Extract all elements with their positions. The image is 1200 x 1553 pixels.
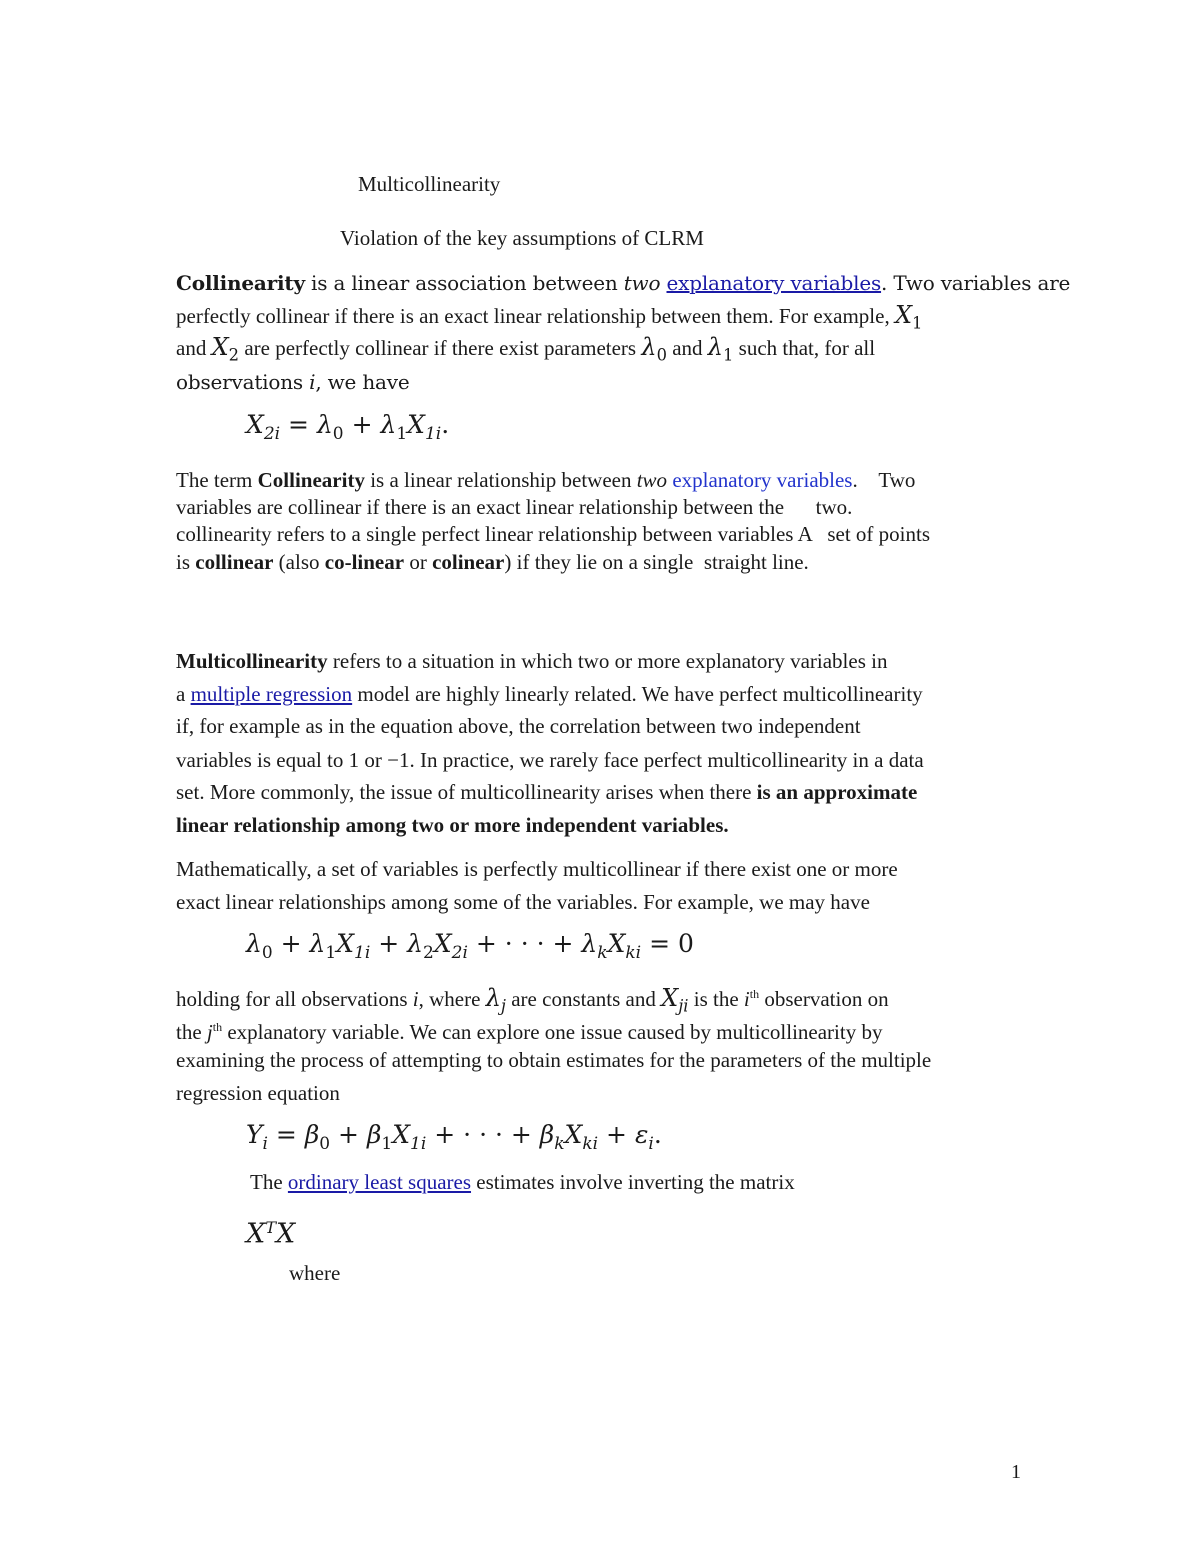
p2-line3: collinearity refers to a single perfect linear relationship between variables A set of points bbox=[176, 522, 930, 546]
p1-line2: perfectly collinear if there is an exact linear relationship between them. For example, $X_1$ bbox=[176, 301, 923, 333]
p1-line1: Collinearity is a linear association between two explanatory variables. Two variables are bbox=[176, 271, 1071, 295]
p3-line1: Multicollinearity refers to a situation in which two or more explanatory variables in bbox=[176, 649, 888, 673]
p3-line5: set. More commonly, the issue of multicollinearity arises when there is an approximate bbox=[176, 780, 918, 804]
p1-line4: observations i, we have bbox=[176, 370, 410, 394]
term-collinearity: Collinearity bbox=[176, 271, 305, 295]
p4-line1: Mathematically, a set of variables is perfectly multicollinear if there exist one or more bbox=[176, 857, 898, 881]
p4-line2: exact linear relationships among some of the variables. For example, we may have bbox=[176, 890, 870, 914]
text-explanatory-variables: explanatory variables bbox=[672, 468, 853, 492]
p6-line: The ordinary least squares estimates involve inverting the matrix bbox=[250, 1170, 795, 1194]
equation-xtx: $X^TX$ bbox=[246, 1218, 296, 1250]
math-x1: $X_1$ bbox=[894, 301, 923, 333]
math-x-ji: $X_{ji}$ bbox=[661, 984, 689, 1016]
link-explanatory-variables[interactable]: explanatory variables bbox=[666, 271, 882, 295]
document-title: Multicollinearity bbox=[358, 172, 501, 196]
link-ordinary-least-squares[interactable]: ordinary least squares bbox=[287, 1170, 472, 1194]
equation-multicollinear: $\lambda_0 + \lambda_1X_{1i} + \lambda_2X_{2i}$ + · · · + $\lambda_kX_{ki} = 0$ bbox=[246, 929, 694, 963]
math-lambda1: $\lambda_1$ bbox=[707, 333, 734, 365]
p1-line3: and $X_2$ are perfectly collinear if there exist parameters $\lambda_0$ and $\lambda_1$ such that, for all bbox=[176, 333, 876, 365]
document-subtitle: Violation of the key assumptions of CLRM bbox=[340, 226, 704, 250]
p3-line2: a multiple regression model are highly linearly related. We have perfect multicollinearity bbox=[176, 682, 923, 706]
term-multicollinearity: Multicollinearity bbox=[176, 649, 328, 673]
p5-line1: holding for all observations i, where $\lambda_j$ are constants and $X_{ji}$ is the $i^{th}$ observation on bbox=[176, 984, 889, 1016]
page-number: 1 bbox=[1011, 1461, 1021, 1483]
p2-line2: variables are collinear if there is an exact linear relationship between the two. bbox=[176, 495, 853, 519]
p2-line4: is collinear (also co-linear or colinear) if they lie on a single straight line. bbox=[176, 550, 809, 574]
math-lambda0: $\lambda_0$ bbox=[641, 333, 667, 365]
link-multiple-regression[interactable]: multiple regression bbox=[190, 682, 353, 706]
p5-line3: examining the process of attempting to obtain estimates for the parameters of the multiple bbox=[176, 1048, 932, 1072]
where-text: where bbox=[289, 1261, 341, 1285]
math-x2: $X_2$ bbox=[211, 333, 240, 365]
p3-line4: variables is equal to 1 or −1. In practice, we rarely face perfect multicollinearity in a data bbox=[176, 748, 924, 772]
math-lambda-j: $\lambda_j$ bbox=[485, 984, 506, 1016]
p5-line2: the $j^{th}$ explanatory variable. We can explore one issue caused by multicollinearity by bbox=[176, 1020, 883, 1044]
p5-line4: regression equation bbox=[176, 1081, 340, 1105]
p2-line1: The term Collinearity is a linear relationship between two explanatory variables. Two bbox=[176, 468, 916, 492]
p3-line3: if, for example as in the equation above, the correlation between two independent bbox=[176, 714, 861, 738]
equation-x2i: $X_{2i} = \lambda_0 + \lambda_1X_{1i}$. bbox=[246, 410, 450, 444]
p3-line6: linear relationship among two or more independent variables. bbox=[176, 813, 729, 837]
equation-regression: $Y_i = \beta_0 + \beta_1X_{1i}$ + · · · + $\beta_kX_{ki} + \varepsilon_i$. bbox=[246, 1120, 662, 1154]
